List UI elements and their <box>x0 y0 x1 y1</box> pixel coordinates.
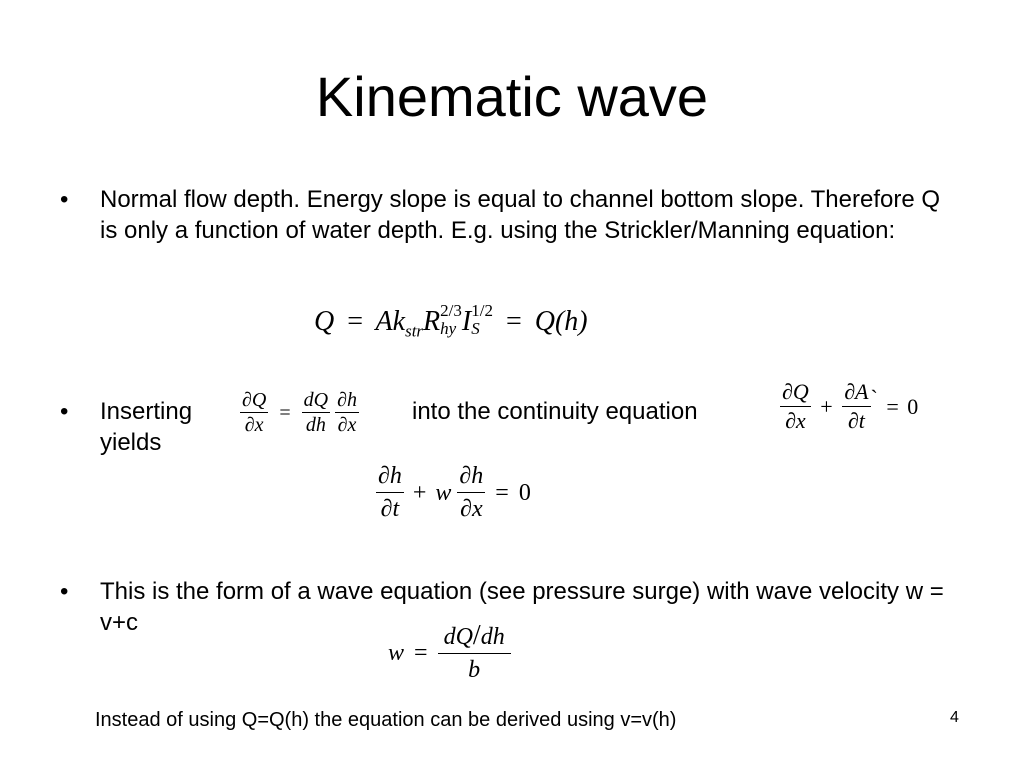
fraction <box>302 388 330 437</box>
eq-symbol: w <box>388 640 405 666</box>
fraction-denominator: ∂x <box>244 414 264 436</box>
slide-title: Kinematic wave <box>315 65 709 128</box>
fraction-numerator: ∂h <box>337 389 357 411</box>
wave-equation <box>376 460 531 525</box>
fraction-denominator: b <box>468 657 481 683</box>
bullet-dot: • <box>60 186 69 213</box>
bullet-normal-flow <box>60 184 960 278</box>
eq-symbol: + <box>820 393 833 419</box>
fraction-numerator: ∂h <box>457 460 485 493</box>
eq-symbol: Q(h) <box>534 306 588 337</box>
fraction <box>780 378 811 435</box>
eq-scripts <box>440 302 462 338</box>
bullet-text: This is the form of a wave equation (see pressure surge) with wave velocity w = v+c <box>100 578 944 636</box>
eq-symbol: w <box>435 479 452 506</box>
eq-scripts <box>471 302 493 338</box>
manning-equation <box>314 300 588 354</box>
continuity-equation <box>780 378 918 435</box>
fraction-numerator: ∂Q <box>242 389 267 411</box>
eq-symbol: = <box>505 306 522 337</box>
fraction <box>457 460 485 525</box>
footer-note: Instead of using Q=Q(h) the equation can be derived using v=v(h) <box>95 709 677 731</box>
fraction-numerator: ∂A <box>842 378 870 407</box>
eq-symbol: / <box>472 620 481 651</box>
fraction-numerator: ∂h <box>376 460 404 493</box>
bullet-dot: • <box>60 578 69 605</box>
fraction-denominator: ∂x <box>337 414 357 436</box>
eq-subscript: str <box>405 321 424 341</box>
eq-symbol: A <box>375 306 393 337</box>
fraction <box>842 378 870 435</box>
bullet-prefix: Inserting <box>100 398 193 425</box>
bullet-middle: into the continuity equation <box>412 398 698 425</box>
eq-symbol: dQ <box>443 624 473 650</box>
bullet-dot: • <box>60 398 69 425</box>
fraction-denominator: dh <box>305 414 326 436</box>
eq-superscript: 2/3 <box>440 300 462 320</box>
eq-symbol: Q <box>314 306 335 337</box>
fraction-numerator: ∂Q <box>780 378 811 407</box>
eq-symbol: I <box>461 306 472 337</box>
eq-symbol: 0 <box>518 479 531 506</box>
eq-symbol: = <box>347 306 364 337</box>
eq-superscript: 1/2 <box>471 300 493 320</box>
eq-symbol: dh <box>480 624 505 650</box>
chain-rule-equation <box>240 388 359 437</box>
fraction-denominator: ∂x <box>785 408 806 433</box>
fraction-numerator: dQ <box>303 389 329 411</box>
slide-number: 4 <box>950 709 959 726</box>
fraction <box>438 620 511 686</box>
bullet-suffix: yields <box>100 429 162 456</box>
fraction-numerator <box>438 620 511 654</box>
eq-subscript: S <box>471 318 480 338</box>
bullet-text: Normal flow depth. Energy slope is equal to channel bottom slope. Therefore Q is only a function of water depth. E.g. using the Strickler/Manning equation: <box>100 186 941 244</box>
eq-symbol: + <box>412 479 427 506</box>
eq-subscript: hy <box>440 318 457 338</box>
eq-symbol: k <box>392 306 406 337</box>
eq-symbol: = <box>886 393 899 419</box>
eq-symbol: 0 <box>907 393 919 419</box>
fraction <box>335 388 359 437</box>
celerity-equation <box>388 620 511 686</box>
eq-symbol: R <box>423 306 441 337</box>
fraction-denominator: ∂t <box>847 408 865 433</box>
eq-symbol: = <box>414 640 428 666</box>
eq-symbol: ` <box>870 384 878 410</box>
fraction-denominator: ∂x <box>460 496 483 522</box>
eq-symbol: = <box>279 401 291 424</box>
eq-symbol: = <box>495 479 509 506</box>
fraction <box>376 460 404 525</box>
fraction <box>240 388 268 437</box>
fraction-denominator: ∂t <box>380 496 400 522</box>
